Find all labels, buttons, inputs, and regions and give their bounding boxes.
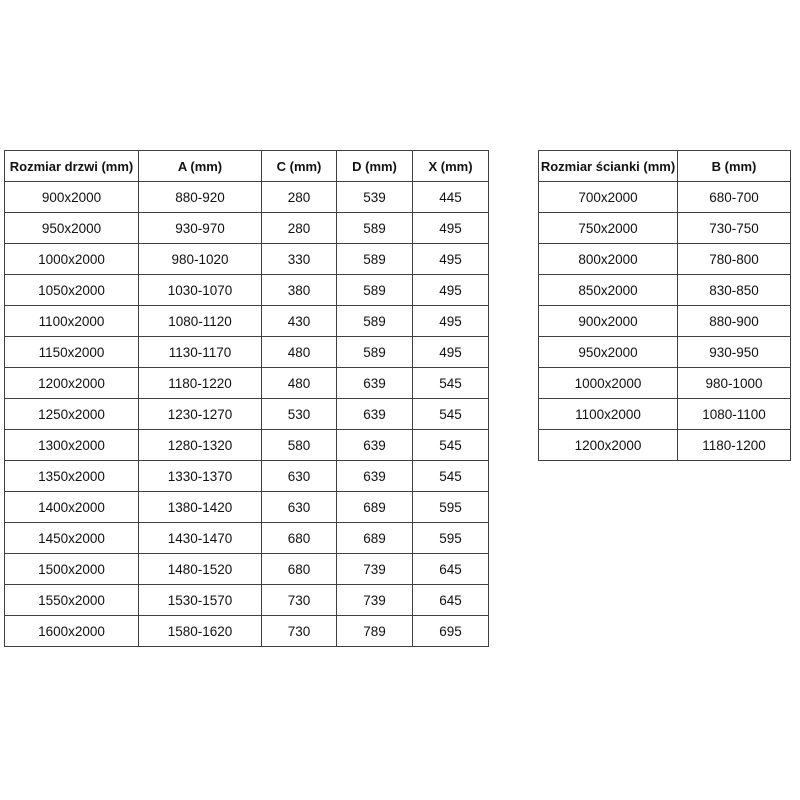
door-size-table-cell: 695 xyxy=(413,616,489,647)
door-size-table-cell: 589 xyxy=(337,244,413,275)
door-size-table-row xyxy=(5,461,489,492)
door-size-table-row xyxy=(5,492,489,523)
door-size-table-cell: 589 xyxy=(337,213,413,244)
door-size-table-cell: 1350x2000 xyxy=(5,461,139,492)
door-size-table-row xyxy=(5,306,489,337)
door-size-table-cell: 1100x2000 xyxy=(5,306,139,337)
door-size-table-cell: 545 xyxy=(413,461,489,492)
door-size-table-cell: 1250x2000 xyxy=(5,399,139,430)
door-size-table-cell: 480 xyxy=(262,368,337,399)
wall-size-table-row xyxy=(539,368,791,399)
door-size-table-cell: 530 xyxy=(262,399,337,430)
door-size-table-cell: 1180-1220 xyxy=(139,368,262,399)
door-size-header-cell: X (mm) xyxy=(413,151,489,182)
door-size-table-cell: 689 xyxy=(337,492,413,523)
door-size-table-cell: 1480-1520 xyxy=(139,554,262,585)
wall-size-table-row xyxy=(539,182,791,213)
wall-size-table-head xyxy=(539,151,791,182)
door-size-table-cell: 280 xyxy=(262,213,337,244)
door-size-table-row xyxy=(5,430,489,461)
door-size-table-cell: 1430-1470 xyxy=(139,523,262,554)
door-size-table-row xyxy=(5,213,489,244)
wall-size-table-row xyxy=(539,430,791,461)
door-size-table-cell: 789 xyxy=(337,616,413,647)
door-size-table-cell: 1050x2000 xyxy=(5,275,139,306)
wall-size-table xyxy=(538,150,791,461)
door-size-table-cell: 1300x2000 xyxy=(5,430,139,461)
door-size-table-row xyxy=(5,616,489,647)
door-size-table-cell: 495 xyxy=(413,337,489,368)
wall-size-table-cell: 800x2000 xyxy=(539,244,678,275)
door-size-table-cell: 595 xyxy=(413,523,489,554)
door-size-table-cell: 639 xyxy=(337,461,413,492)
wall-size-header-cell: B (mm) xyxy=(678,151,791,182)
wall-size-table-row xyxy=(539,306,791,337)
door-size-table-cell: 1400x2000 xyxy=(5,492,139,523)
door-size-table-cell: 739 xyxy=(337,585,413,616)
door-size-table-cell: 495 xyxy=(413,275,489,306)
door-size-header-cell: A (mm) xyxy=(139,151,262,182)
door-size-table-cell: 739 xyxy=(337,554,413,585)
wall-size-table-row xyxy=(539,213,791,244)
wall-size-table-cell: 1200x2000 xyxy=(539,430,678,461)
door-size-table-cell: 1230-1270 xyxy=(139,399,262,430)
door-size-table-head xyxy=(5,151,489,182)
door-size-table-cell: 430 xyxy=(262,306,337,337)
door-size-table-cell: 495 xyxy=(413,213,489,244)
door-size-table-cell: 930-970 xyxy=(139,213,262,244)
door-size-header-cell: Rozmiar drzwi (mm) xyxy=(5,151,139,182)
wall-size-table-cell: 930-950 xyxy=(678,337,791,368)
wall-size-table-cell: 1000x2000 xyxy=(539,368,678,399)
wall-size-table-cell: 880-900 xyxy=(678,306,791,337)
door-size-table-cell: 880-920 xyxy=(139,182,262,213)
wall-size-table-row xyxy=(539,275,791,306)
door-size-table-row xyxy=(5,399,489,430)
wall-size-table-row xyxy=(539,337,791,368)
door-size-header-cell: C (mm) xyxy=(262,151,337,182)
door-size-table xyxy=(4,150,489,647)
door-size-table-cell: 1550x2000 xyxy=(5,585,139,616)
door-size-table-cell: 639 xyxy=(337,430,413,461)
door-size-table-cell: 1380-1420 xyxy=(139,492,262,523)
wall-size-table-body xyxy=(539,182,791,461)
door-size-table-cell: 900x2000 xyxy=(5,182,139,213)
door-size-table-cell: 1530-1570 xyxy=(139,585,262,616)
door-size-table-row xyxy=(5,244,489,275)
door-size-table-cell: 645 xyxy=(413,585,489,616)
door-size-table-cell: 1330-1370 xyxy=(139,461,262,492)
door-size-table-cell: 950x2000 xyxy=(5,213,139,244)
door-size-table-cell: 1450x2000 xyxy=(5,523,139,554)
wall-size-table-cell: 980-1000 xyxy=(678,368,791,399)
wall-size-table-cell: 780-800 xyxy=(678,244,791,275)
door-size-table-cell: 630 xyxy=(262,461,337,492)
door-size-table-row xyxy=(5,585,489,616)
wall-size-table-cell: 1180-1200 xyxy=(678,430,791,461)
wall-size-table-cell: 1100x2000 xyxy=(539,399,678,430)
door-size-table-cell: 539 xyxy=(337,182,413,213)
wall-size-table-cell: 950x2000 xyxy=(539,337,678,368)
wall-size-table-cell: 750x2000 xyxy=(539,213,678,244)
door-size-table-cell: 545 xyxy=(413,399,489,430)
door-size-table-cell: 589 xyxy=(337,275,413,306)
wall-size-header-cell: Rozmiar ścianki (mm) xyxy=(539,151,678,182)
door-size-table-row xyxy=(5,337,489,368)
door-size-header-row xyxy=(5,151,489,182)
wall-size-table-cell: 1080-1100 xyxy=(678,399,791,430)
wall-size-table-cell: 730-750 xyxy=(678,213,791,244)
door-size-table-cell: 1580-1620 xyxy=(139,616,262,647)
door-size-table-cell: 545 xyxy=(413,368,489,399)
door-size-table-row xyxy=(5,275,489,306)
door-size-table-cell: 280 xyxy=(262,182,337,213)
wall-size-table-cell: 830-850 xyxy=(678,275,791,306)
wall-size-table-cell: 850x2000 xyxy=(539,275,678,306)
wall-size-table-row xyxy=(539,399,791,430)
wall-size-table-cell: 680-700 xyxy=(678,182,791,213)
door-size-table-cell: 580 xyxy=(262,430,337,461)
door-size-table-row xyxy=(5,554,489,585)
door-size-table-cell: 589 xyxy=(337,306,413,337)
door-size-table-cell: 730 xyxy=(262,585,337,616)
door-size-table-cell: 1150x2000 xyxy=(5,337,139,368)
door-size-header-cell: D (mm) xyxy=(337,151,413,182)
door-size-table-cell: 639 xyxy=(337,399,413,430)
door-size-table-cell: 1600x2000 xyxy=(5,616,139,647)
wall-size-table-cell: 900x2000 xyxy=(539,306,678,337)
door-size-table-cell: 1280-1320 xyxy=(139,430,262,461)
door-size-table-cell: 680 xyxy=(262,554,337,585)
door-size-table-cell: 1500x2000 xyxy=(5,554,139,585)
door-size-table-cell: 480 xyxy=(262,337,337,368)
door-size-table-cell: 630 xyxy=(262,492,337,523)
door-size-table-cell: 730 xyxy=(262,616,337,647)
door-size-table-cell: 495 xyxy=(413,244,489,275)
wall-size-table-row xyxy=(539,244,791,275)
door-size-table-body xyxy=(5,182,489,647)
door-size-table-cell: 380 xyxy=(262,275,337,306)
door-size-table-cell: 1030-1070 xyxy=(139,275,262,306)
door-size-table-cell: 689 xyxy=(337,523,413,554)
wall-size-table-cell: 700x2000 xyxy=(539,182,678,213)
door-size-table-cell: 645 xyxy=(413,554,489,585)
door-size-table-cell: 330 xyxy=(262,244,337,275)
door-size-table-cell: 680 xyxy=(262,523,337,554)
door-size-table-cell: 595 xyxy=(413,492,489,523)
door-size-table-cell: 589 xyxy=(337,337,413,368)
door-size-table-cell: 495 xyxy=(413,306,489,337)
door-size-table-cell: 1200x2000 xyxy=(5,368,139,399)
wall-size-header-row xyxy=(539,151,791,182)
door-size-table-row xyxy=(5,182,489,213)
door-size-table-cell: 1130-1170 xyxy=(139,337,262,368)
door-size-table-cell: 445 xyxy=(413,182,489,213)
door-size-table-row xyxy=(5,368,489,399)
door-size-table-cell: 980-1020 xyxy=(139,244,262,275)
door-size-table-cell: 545 xyxy=(413,430,489,461)
door-size-table-cell: 1080-1120 xyxy=(139,306,262,337)
door-size-table-cell: 1000x2000 xyxy=(5,244,139,275)
door-size-table-row xyxy=(5,523,489,554)
door-size-table-cell: 639 xyxy=(337,368,413,399)
